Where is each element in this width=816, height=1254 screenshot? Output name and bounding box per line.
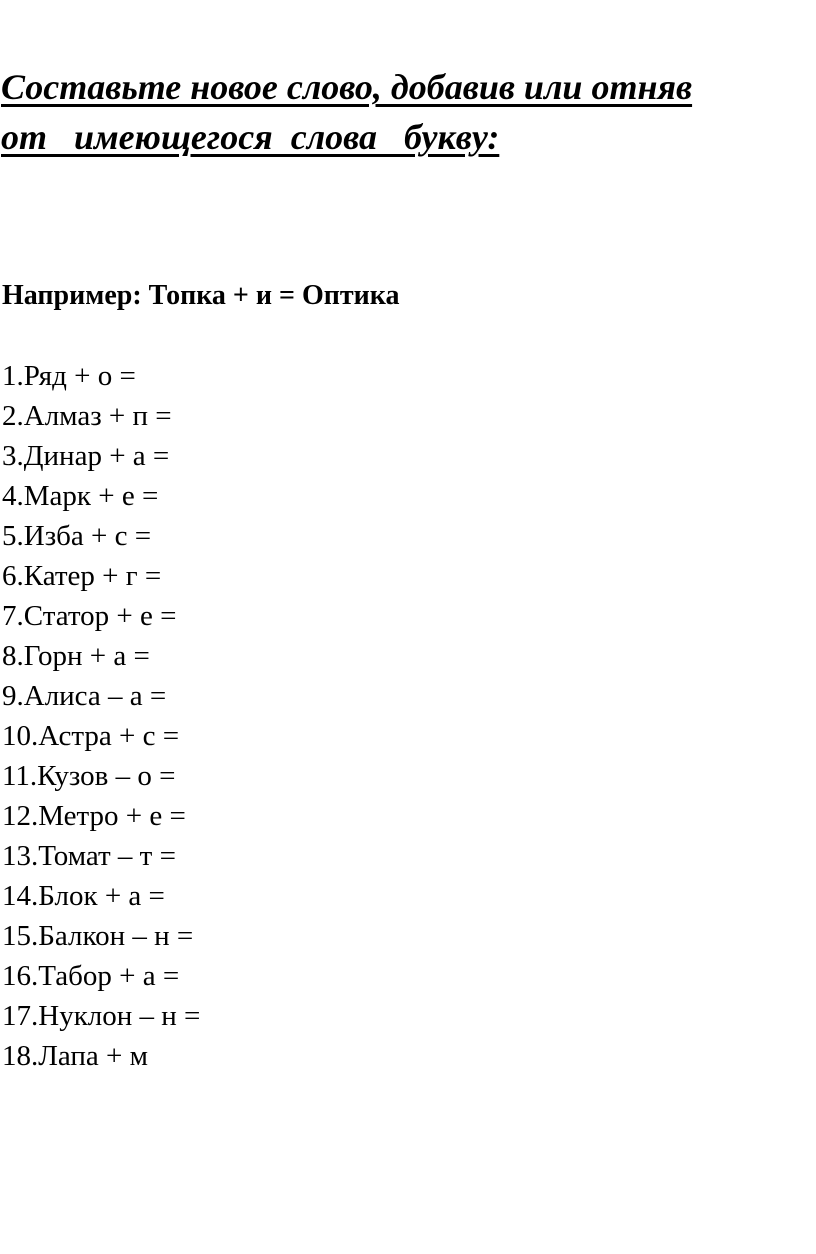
exercise-item-9: 9.Алиса – а =: [2, 680, 167, 712]
task-title-line-1: Составьте новое слово, добавив или отняв: [1, 67, 693, 107]
exercise-item-3: 3.Динар + а =: [2, 440, 170, 472]
exercise-item-16: 16.Табор + а =: [2, 960, 180, 992]
exercise-item-2: 2.Алмаз + п =: [2, 400, 172, 432]
exercise-item-7: 7.Статор + е =: [2, 600, 177, 632]
exercise-item-14: 14.Блок + а =: [2, 880, 165, 912]
exercise-item-5: 5.Изба + с =: [2, 520, 152, 552]
exercise-item-15: 15.Балкон – н =: [2, 920, 194, 952]
exercise-item-10: 10.Астра + с =: [2, 720, 180, 752]
exercise-item-1: 1.Ряд + о =: [2, 360, 136, 392]
exercise-item-6: 6.Катер + г =: [2, 560, 162, 592]
task-title: [1, 62, 813, 162]
exercise-list: [2, 356, 200, 1076]
exercise-item-18: 18.Лапа + м: [2, 1040, 149, 1072]
task-title-line-2: от имеющегося слова букву:: [1, 117, 500, 157]
example-line: Например: Топка + и = Оптика: [2, 280, 400, 311]
exercise-item-13: 13.Томат – т =: [2, 840, 176, 872]
exercise-item-17: 17.Нуклон – н =: [2, 1000, 201, 1032]
exercise-item-12: 12.Метро + е =: [2, 800, 186, 832]
exercise-item-11: 11.Кузов – о =: [2, 760, 176, 792]
exercise-item-8: 8.Горн + а =: [2, 640, 150, 672]
exercise-item-4: 4.Марк + е =: [2, 480, 159, 512]
